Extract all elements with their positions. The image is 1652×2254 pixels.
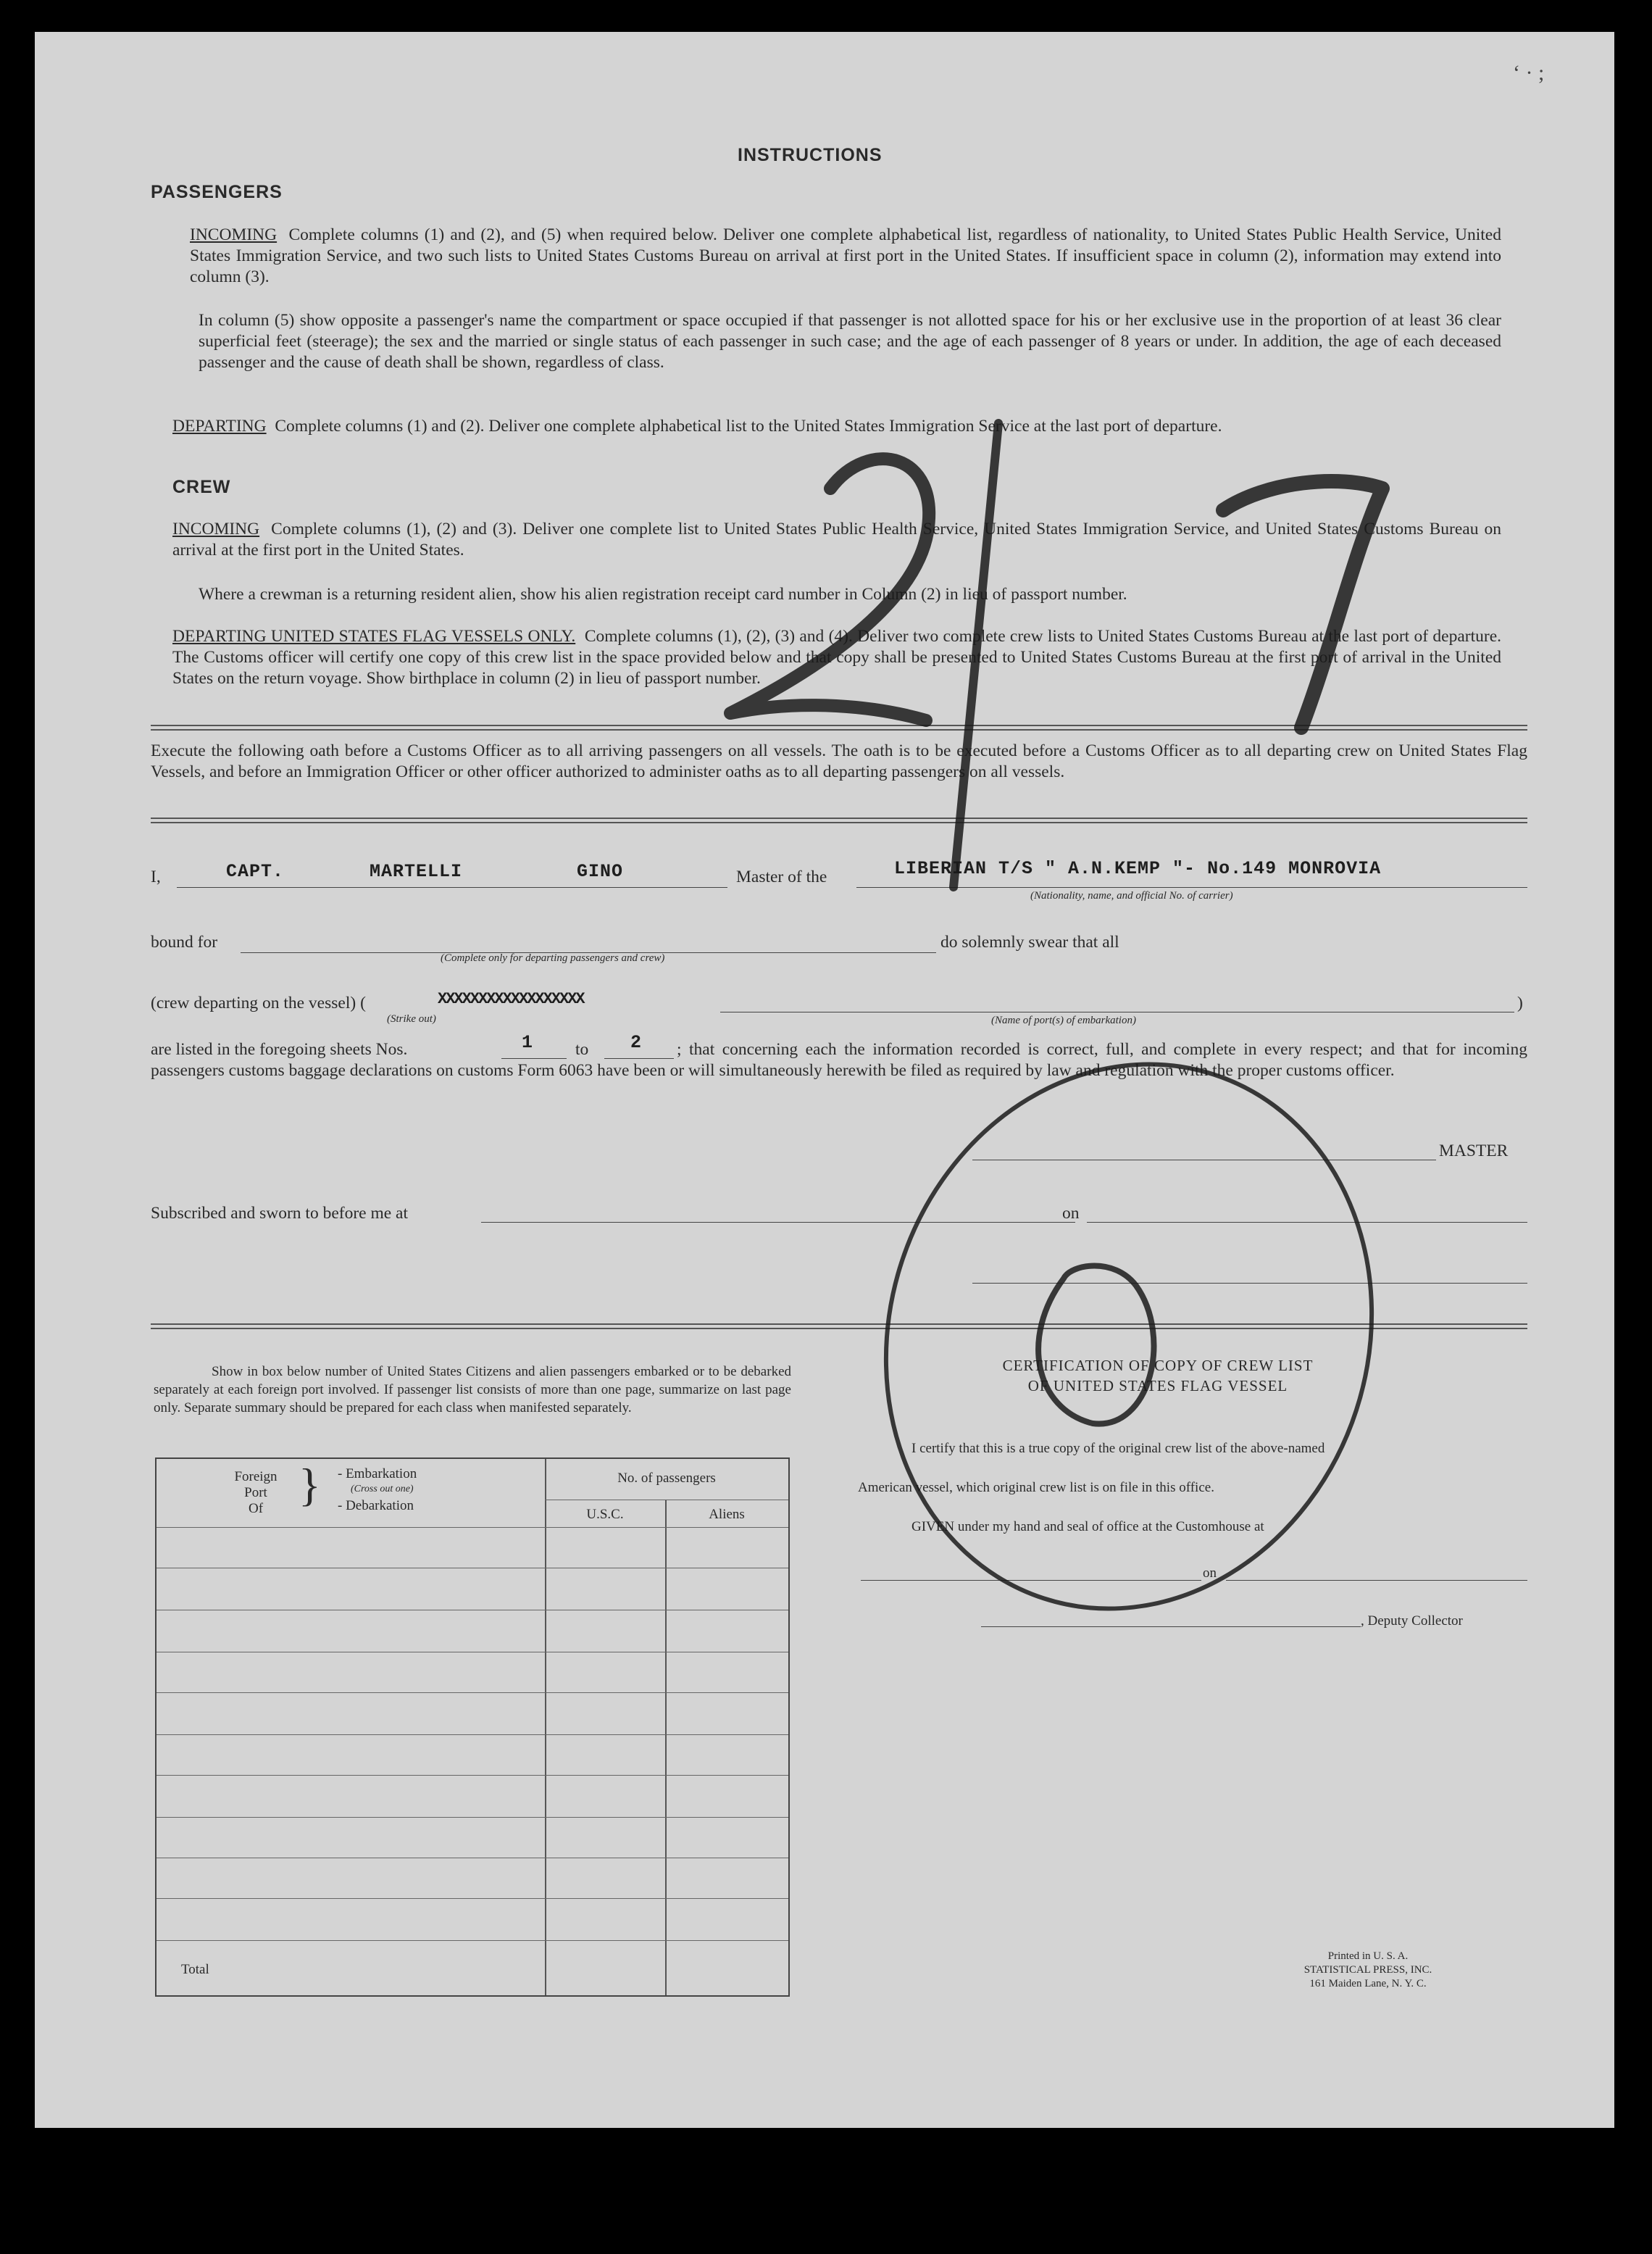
departing-text: Complete columns (1) and (2). Deliver one complete alphabetical list to the United States Immigration Service at the last port of departure.: [275, 417, 1222, 436]
crew-departing-text: Complete columns (1), (2), (3) and (4). Deliver two complete crew lists to United States Customs Bureau at the last port of departure. The Customs officer will certify one copy of this crew list in the space provided below and that copy shall be presented to United States Customs Bureau at the first port of arrival in the United States on the return voyage. Show birthplace in column (2) in lieu of passport number.: [172, 627, 1501, 688]
crew-departing-vessel-label: (crew departing on the vessel) (: [151, 994, 366, 1012]
struck-out-text: XXXXXXXXXXXXXXXXXX: [438, 990, 584, 1008]
handwritten-circle: [817, 1001, 1442, 1673]
master-given-name: GINO: [577, 861, 624, 882]
crewman-paragraph: Where a crewman is a returning resident alien, show his alien registration receipt card number in Column (2) in lieu of passport number.: [199, 585, 1127, 604]
printer-line1: Printed in U. S. A.: [1327, 1950, 1409, 1962]
bound-for-label: bound for: [151, 933, 218, 952]
i-label: I,: [151, 868, 161, 886]
subscribed-label: Subscribed and sworn to before me at: [151, 1204, 409, 1223]
master-title: CAPT.: [226, 861, 285, 882]
no-of-passengers-label: No. of passengers: [617, 1471, 716, 1486]
strike-caption: (Strike out): [387, 1013, 436, 1025]
crew-departing-label: DEPARTING UNITED STATES FLAG VESSELS ONLY.: [172, 627, 576, 646]
usc-column-header: U.S.C.: [586, 1507, 624, 1522]
incoming-label: INCOMING: [190, 225, 278, 244]
crew-incoming-text: Complete columns (1), (2) and (3). Deliver one complete list to United States Public Health Service, United States Immigration Service, and United States Customs Bureau on arrival at the first port in the United States.: [172, 520, 1501, 560]
corner-marks: ‘ · ;: [1513, 61, 1545, 85]
certification-on-label: on: [1203, 1565, 1217, 1581]
listed-text: ; that concerning each the information recorded is correct, full, and complete in every respect; and that for incoming passengers customs baggage declarations on customs Form 6063 have been or will simultaneously herewith be filed as required by law and regulation with the proper customs officer.: [151, 1040, 1527, 1080]
instructions-title: INSTRUCTIONS: [738, 145, 883, 165]
vessel-value: LIBERIAN T/S " A.N.KEMP "- No.149 MONROVIA: [894, 858, 1382, 879]
ports-caption: (Name of port(s) of embarkation): [991, 1015, 1136, 1026]
cross-out-label: (Cross out one): [351, 1484, 414, 1494]
aliens-column-header: Aliens: [709, 1507, 745, 1522]
sheet-to-value: 2: [630, 1032, 643, 1053]
on-label: on: [1062, 1204, 1080, 1223]
total-label: Total: [181, 1962, 209, 1977]
column5-paragraph: In column (5) show opposite a passenger's name the compartment or space occupied if that passenger is not allotted space for his or her exclusive use in the proportion of at least 36 clear superficial feet (steerage); the sex and the married or single status of each passenger in such case; and the age of each passenger of 8 years or under. In addition, the age of each deceased passenger and the cause of death shall be shown, regardless of class.: [199, 311, 1501, 372]
vessel-caption: (Nationality, name, and official No. of carrier): [1030, 890, 1233, 902]
summary-instructions: Show in box below number of United States Citizens and alien passengers embarked or to be debarked separately at each foreign port involved. If passenger list consists of more than one page, summarize on last page only. Separate summary should be prepared for each class when manifested separately.: [154, 1364, 791, 1415]
passengers-heading: PASSENGERS: [151, 182, 283, 202]
incoming-text: Complete columns (1) and (2), and (5) when required below. Deliver one complete alphabetical list, regardless of nationality, to United States Public Health Service, United States Immigration Service, and two such lists to United States Customs Bureau on arrival at first port in the United States. If insufficient space in column (2), information may extend into column (3).: [190, 225, 1501, 286]
foreign-port-label: Foreign Port Of: [234, 1469, 278, 1516]
to-label: to: [575, 1040, 589, 1059]
close-paren: ): [1517, 994, 1523, 1012]
handwritten-slash: [954, 423, 998, 887]
listed-label: are listed in the foregoing sheets Nos.: [151, 1040, 408, 1059]
crew-heading: CREW: [172, 477, 231, 497]
handwritten-digit-7: [1223, 481, 1382, 728]
departing-label: DEPARTING: [172, 417, 267, 436]
embarkation-label: - Embarkation: [338, 1466, 417, 1481]
sheet-from-value: 1: [522, 1032, 534, 1053]
printer-line3: 161 Maiden Lane, N. Y. C.: [1309, 1978, 1427, 1989]
brace-glyph: }: [299, 1459, 321, 1510]
master-of-label: Master of the: [736, 868, 827, 886]
handwritten-digit-2: [730, 459, 929, 720]
swear-label: do solemnly swear that all: [940, 933, 1119, 952]
certification-title-line1: CERTIFICATION OF COPY OF CREW LIST: [1002, 1357, 1314, 1374]
deputy-collector-label: , Deputy Collector: [1361, 1613, 1463, 1629]
printer-line2: STATISTICAL PRESS, INC.: [1303, 1964, 1432, 1976]
certify-text-line2: American vessel, which original crew list is on file in this office.: [858, 1480, 1214, 1495]
handwritten-zero: [1038, 1266, 1154, 1424]
document-page: [35, 32, 1614, 2128]
bound-for-caption: (Complete only for departing passengers and crew): [441, 952, 665, 964]
certification-title-line2: OF UNITED STATES FLAG VESSEL: [1027, 1377, 1288, 1394]
certify-text-line1: I certify that this is a true copy of the original crew list of the above-named: [911, 1441, 1325, 1456]
oath-intro: Execute the following oath before a Customs Officer as to all arriving passengers on all vessels. The oath is to be executed before a Customs Officer as to all departing crew on United States Flag Vessels, and before an Immigration Officer or other officer authorized to administer oaths as to all departing passengers on all vessels.: [151, 741, 1527, 781]
handwritten-marks: [35, 32, 1614, 2128]
master-label: MASTER: [1439, 1141, 1509, 1160]
master-surname: MARTELLI: [370, 861, 463, 882]
debarkation-label: - Debarkation: [338, 1498, 414, 1513]
given-text: GIVEN under my hand and seal of office at the Customhouse at: [911, 1519, 1264, 1534]
crew-incoming-label: INCOMING: [172, 520, 260, 538]
